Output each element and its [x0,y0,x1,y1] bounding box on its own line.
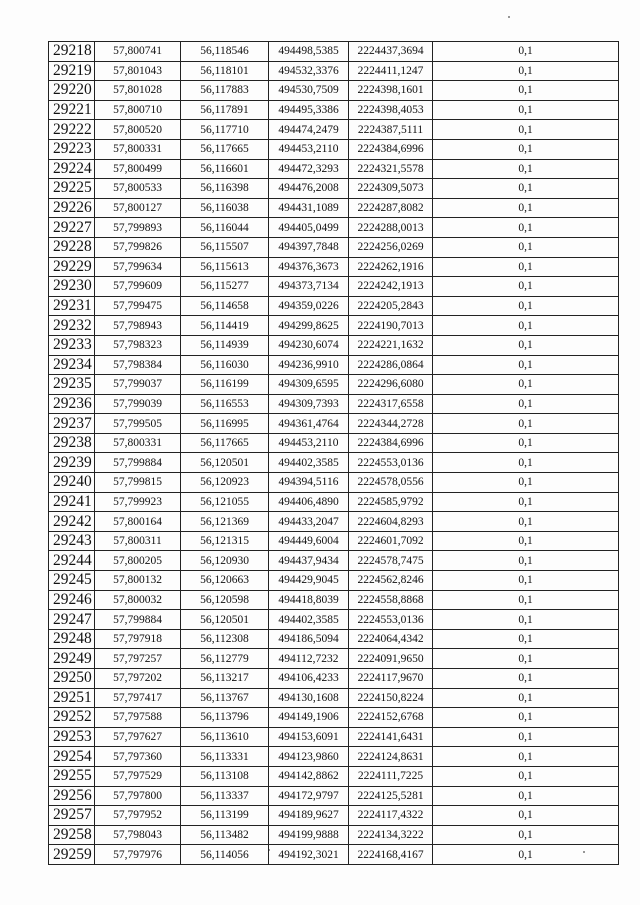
lon-cell: 56,121315 [181,531,269,551]
table-row [49,531,619,551]
point-id-cell: 29240 [49,473,95,493]
lon-cell: 56,116044 [181,218,269,238]
value-cell: 0,1 [433,845,619,865]
value-cell: 0,1 [433,512,619,532]
y-coord-cell: 2224601,7092 [349,531,433,551]
x-coord-cell: 494153,6091 [269,727,349,747]
lat-cell: 57,798323 [95,335,181,355]
table-row [49,414,619,434]
lat-cell: 57,800132 [95,571,181,591]
x-coord-cell: 494418,8039 [269,590,349,610]
lat-cell: 57,799815 [95,473,181,493]
table-row [49,649,619,669]
lat-cell: 57,797257 [95,649,181,669]
value-cell: 0,1 [433,159,619,179]
lat-cell: 57,799923 [95,492,181,512]
x-coord-cell: 494429,9045 [269,571,349,591]
y-coord-cell: 2224205,2843 [349,296,433,316]
point-id-cell: 29229 [49,257,95,277]
lon-cell: 56,114056 [181,845,269,865]
x-coord-cell: 494359,0226 [269,296,349,316]
lon-cell: 56,116199 [181,375,269,395]
lon-cell: 56,117710 [181,120,269,140]
lat-cell: 57,797952 [95,806,181,826]
y-coord-cell: 2224091,9650 [349,649,433,669]
lon-cell: 56,116038 [181,198,269,218]
x-coord-cell: 494130,1608 [269,688,349,708]
point-id-cell: 29226 [49,198,95,218]
table-row [49,81,619,101]
point-id-cell: 29225 [49,179,95,199]
value-cell: 0,1 [433,629,619,649]
value-cell: 0,1 [433,42,619,62]
value-cell: 0,1 [433,277,619,297]
x-coord-cell: 494186,5094 [269,629,349,649]
table-row [49,786,619,806]
x-coord-cell: 494142,8862 [269,766,349,786]
y-coord-cell: 2224141,6431 [349,727,433,747]
point-id-cell: 29224 [49,159,95,179]
lat-cell: 57,797417 [95,688,181,708]
x-coord-cell: 494199,9888 [269,825,349,845]
value-cell: 0,1 [433,571,619,591]
value-cell: 0,1 [433,766,619,786]
lon-cell: 56,117883 [181,81,269,101]
table-row [49,237,619,257]
y-coord-cell: 2224124,8631 [349,747,433,767]
value-cell: 0,1 [433,179,619,199]
y-coord-cell: 2224287,8082 [349,198,433,218]
value-cell: 0,1 [433,120,619,140]
y-coord-cell: 2224190,7013 [349,316,433,336]
y-coord-cell: 2224384,6996 [349,139,433,159]
y-coord-cell: 2224125,5281 [349,786,433,806]
y-coord-cell: 2224296,6080 [349,375,433,395]
point-id-cell: 29233 [49,335,95,355]
point-id-cell: 29259 [49,845,95,865]
scan-speck [508,16,510,18]
lat-cell: 57,800311 [95,531,181,551]
lon-cell: 56,118546 [181,42,269,62]
lon-cell: 56,116601 [181,159,269,179]
table-row [49,139,619,159]
value-cell: 0,1 [433,414,619,434]
x-coord-cell: 494299,8625 [269,316,349,336]
point-id-cell: 29223 [49,139,95,159]
value-cell: 0,1 [433,100,619,120]
lat-cell: 57,797360 [95,747,181,767]
lat-cell: 57,799893 [95,218,181,238]
table-row [49,669,619,689]
lat-cell: 57,797627 [95,727,181,747]
value-cell: 0,1 [433,394,619,414]
table-row [49,277,619,297]
point-id-cell: 29218 [49,42,95,62]
y-coord-cell: 2224064,4342 [349,629,433,649]
table-row [49,571,619,591]
lon-cell: 56,120501 [181,453,269,473]
y-coord-cell: 2224344,2728 [349,414,433,434]
value-cell: 0,1 [433,669,619,689]
x-coord-cell: 494361,4764 [269,414,349,434]
value-cell: 0,1 [433,531,619,551]
value-cell: 0,1 [433,825,619,845]
lon-cell: 56,113217 [181,669,269,689]
value-cell: 0,1 [433,198,619,218]
value-cell: 0,1 [433,453,619,473]
x-coord-cell: 494373,7134 [269,277,349,297]
point-id-cell: 29227 [49,218,95,238]
point-id-cell: 29232 [49,316,95,336]
x-coord-cell: 494236,9910 [269,355,349,375]
y-coord-cell: 2224309,5073 [349,179,433,199]
lon-cell: 56,116398 [181,179,269,199]
table-row [49,316,619,336]
lon-cell: 56,120930 [181,551,269,571]
point-id-cell: 29246 [49,590,95,610]
table-row [49,708,619,728]
y-coord-cell: 2224384,6996 [349,433,433,453]
y-coord-cell: 2224321,5578 [349,159,433,179]
lat-cell: 57,797918 [95,629,181,649]
point-id-cell: 29237 [49,414,95,434]
point-id-cell: 29245 [49,571,95,591]
point-id-cell: 29239 [49,453,95,473]
lon-cell: 56,114939 [181,335,269,355]
point-id-cell: 29243 [49,531,95,551]
table-body [49,42,619,865]
lon-cell: 56,115613 [181,257,269,277]
lon-cell: 56,115277 [181,277,269,297]
y-coord-cell: 2224562,8246 [349,571,433,591]
value-cell: 0,1 [433,335,619,355]
point-id-cell: 29252 [49,708,95,728]
x-coord-cell: 494402,3585 [269,453,349,473]
y-coord-cell: 2224117,4322 [349,806,433,826]
y-coord-cell: 2224558,8868 [349,590,433,610]
y-coord-cell: 2224262,1916 [349,257,433,277]
x-coord-cell: 494112,7232 [269,649,349,669]
x-coord-cell: 494495,3386 [269,100,349,120]
lon-cell: 56,117891 [181,100,269,120]
table-row [49,766,619,786]
value-cell: 0,1 [433,806,619,826]
lat-cell: 57,799884 [95,453,181,473]
table-row [49,473,619,493]
table-row [49,806,619,826]
lat-cell: 57,799634 [95,257,181,277]
y-coord-cell: 2224256,0269 [349,237,433,257]
value-cell: 0,1 [433,139,619,159]
x-coord-cell: 494172,9797 [269,786,349,806]
point-id-cell: 29256 [49,786,95,806]
table-row [49,42,619,62]
y-coord-cell: 2224578,0556 [349,473,433,493]
lon-cell: 56,114658 [181,296,269,316]
y-coord-cell: 2224242,1913 [349,277,433,297]
table-row [49,375,619,395]
lon-cell: 56,116553 [181,394,269,414]
x-coord-cell: 494405,0499 [269,218,349,238]
lat-cell: 57,799884 [95,610,181,630]
value-cell: 0,1 [433,375,619,395]
lon-cell: 56,116995 [181,414,269,434]
table-row [49,433,619,453]
y-coord-cell: 2224150,8224 [349,688,433,708]
lon-cell: 56,113199 [181,806,269,826]
point-id-cell: 29219 [49,61,95,81]
lat-cell: 57,800331 [95,433,181,453]
lat-cell: 57,800127 [95,198,181,218]
y-coord-cell: 2224387,5111 [349,120,433,140]
table-row [49,512,619,532]
y-coord-cell: 2224111,7225 [349,766,433,786]
point-id-cell: 29251 [49,688,95,708]
y-coord-cell: 2224578,7475 [349,551,433,571]
point-id-cell: 29242 [49,512,95,532]
table-row [49,159,619,179]
lon-cell: 56,120923 [181,473,269,493]
lon-cell: 56,116030 [181,355,269,375]
point-id-cell: 29220 [49,81,95,101]
table-row [49,688,619,708]
value-cell: 0,1 [433,727,619,747]
lat-cell: 57,799505 [95,414,181,434]
point-id-cell: 29249 [49,649,95,669]
point-id-cell: 29255 [49,766,95,786]
point-id-cell: 29238 [49,433,95,453]
lon-cell: 56,113482 [181,825,269,845]
lon-cell: 56,113337 [181,786,269,806]
value-cell: 0,1 [433,296,619,316]
value-cell: 0,1 [433,747,619,767]
value-cell: 0,1 [433,61,619,81]
x-coord-cell: 494532,3376 [269,61,349,81]
x-coord-cell: 494406,4890 [269,492,349,512]
value-cell: 0,1 [433,688,619,708]
table-row [49,335,619,355]
table-row [49,218,619,238]
lat-cell: 57,797800 [95,786,181,806]
value-cell: 0,1 [433,218,619,238]
table-row [49,120,619,140]
point-id-cell: 29222 [49,120,95,140]
table-row [49,551,619,571]
value-cell: 0,1 [433,81,619,101]
table-row [49,629,619,649]
point-id-cell: 29253 [49,727,95,747]
y-coord-cell: 2224288,0013 [349,218,433,238]
lon-cell: 56,113610 [181,727,269,747]
value-cell: 0,1 [433,590,619,610]
y-coord-cell: 2224221,1632 [349,335,433,355]
value-cell: 0,1 [433,492,619,512]
x-coord-cell: 494376,3673 [269,257,349,277]
coordinates-table [48,41,619,865]
lon-cell: 56,113331 [181,747,269,767]
value-cell: 0,1 [433,786,619,806]
lat-cell: 57,797588 [95,708,181,728]
lon-cell: 56,112779 [181,649,269,669]
y-coord-cell: 2224553,0136 [349,610,433,630]
y-coord-cell: 2224411,1247 [349,61,433,81]
lat-cell: 57,799826 [95,237,181,257]
value-cell: 0,1 [433,257,619,277]
lon-cell: 56,117665 [181,139,269,159]
lat-cell: 57,801043 [95,61,181,81]
x-coord-cell: 494309,6595 [269,375,349,395]
x-coord-cell: 494192,3021 [269,845,349,865]
lat-cell: 57,797202 [95,669,181,689]
lat-cell: 57,797529 [95,766,181,786]
table-row [49,100,619,120]
y-coord-cell: 2224168,4167 [349,845,433,865]
x-coord-cell: 494106,4233 [269,669,349,689]
y-coord-cell: 2224286,0864 [349,355,433,375]
lat-cell: 57,800164 [95,512,181,532]
value-cell: 0,1 [433,708,619,728]
point-id-cell: 29257 [49,806,95,826]
lat-cell: 57,800520 [95,120,181,140]
point-id-cell: 29244 [49,551,95,571]
x-coord-cell: 494123,9860 [269,747,349,767]
y-coord-cell: 2224585,9792 [349,492,433,512]
point-id-cell: 29231 [49,296,95,316]
lon-cell: 56,120663 [181,571,269,591]
value-cell: 0,1 [433,610,619,630]
point-id-cell: 29250 [49,669,95,689]
x-coord-cell: 494453,2110 [269,139,349,159]
x-coord-cell: 494397,7848 [269,237,349,257]
table-row [49,590,619,610]
table-row [49,296,619,316]
point-id-cell: 29228 [49,237,95,257]
x-coord-cell: 494449,6004 [269,531,349,551]
point-id-cell: 29234 [49,355,95,375]
lat-cell: 57,799475 [95,296,181,316]
lon-cell: 56,117665 [181,433,269,453]
x-coord-cell: 494394,5116 [269,473,349,493]
table-row [49,492,619,512]
point-id-cell: 29241 [49,492,95,512]
x-coord-cell: 494472,3293 [269,159,349,179]
point-id-cell: 29230 [49,277,95,297]
y-coord-cell: 2224152,6768 [349,708,433,728]
lat-cell: 57,799037 [95,375,181,395]
lon-cell: 56,113108 [181,766,269,786]
lat-cell: 57,799039 [95,394,181,414]
x-coord-cell: 494530,7509 [269,81,349,101]
point-id-cell: 29258 [49,825,95,845]
point-id-cell: 29221 [49,100,95,120]
x-coord-cell: 494230,6074 [269,335,349,355]
y-coord-cell: 2224398,1601 [349,81,433,101]
lon-cell: 56,118101 [181,61,269,81]
lon-cell: 56,115507 [181,237,269,257]
x-coord-cell: 494309,7393 [269,394,349,414]
y-coord-cell: 2224134,3222 [349,825,433,845]
point-id-cell: 29248 [49,629,95,649]
x-coord-cell: 494189,9627 [269,806,349,826]
lat-cell: 57,798384 [95,355,181,375]
lat-cell: 57,798043 [95,825,181,845]
table-row [49,198,619,218]
table-row [49,453,619,473]
lat-cell: 57,799609 [95,277,181,297]
table-row [49,825,619,845]
table-row [49,747,619,767]
table-row [49,257,619,277]
point-id-cell: 29235 [49,375,95,395]
table-row [49,355,619,375]
table-row [49,179,619,199]
value-cell: 0,1 [433,316,619,336]
lat-cell: 57,800710 [95,100,181,120]
lat-cell: 57,800331 [95,139,181,159]
value-cell: 0,1 [433,473,619,493]
lat-cell: 57,800205 [95,551,181,571]
x-coord-cell: 494402,3585 [269,610,349,630]
lat-cell: 57,800741 [95,42,181,62]
value-cell: 0,1 [433,433,619,453]
y-coord-cell: 2224604,8293 [349,512,433,532]
x-coord-cell: 494474,2479 [269,120,349,140]
point-id-cell: 29247 [49,610,95,630]
table-row [49,610,619,630]
x-coord-cell: 494437,9434 [269,551,349,571]
table-row [49,845,619,865]
point-id-cell: 29254 [49,747,95,767]
lon-cell: 56,112308 [181,629,269,649]
x-coord-cell: 494433,2047 [269,512,349,532]
lon-cell: 56,121369 [181,512,269,532]
y-coord-cell: 2224117,9670 [349,669,433,689]
value-cell: 0,1 [433,237,619,257]
value-cell: 0,1 [433,551,619,571]
y-coord-cell: 2224553,0136 [349,453,433,473]
lon-cell: 56,121055 [181,492,269,512]
value-cell: 0,1 [433,355,619,375]
table-row [49,394,619,414]
lat-cell: 57,800533 [95,179,181,199]
y-coord-cell: 2224398,4053 [349,100,433,120]
y-coord-cell: 2224317,6558 [349,394,433,414]
table-row [49,61,619,81]
x-coord-cell: 494498,5385 [269,42,349,62]
x-coord-cell: 494476,2008 [269,179,349,199]
y-coord-cell: 2224437,3694 [349,42,433,62]
lon-cell: 56,113767 [181,688,269,708]
x-coord-cell: 494431,1089 [269,198,349,218]
lon-cell: 56,120598 [181,590,269,610]
lon-cell: 56,113796 [181,708,269,728]
lat-cell: 57,798943 [95,316,181,336]
lat-cell: 57,797976 [95,845,181,865]
value-cell: 0,1 [433,649,619,669]
lon-cell: 56,120501 [181,610,269,630]
point-id-cell: 29236 [49,394,95,414]
lat-cell: 57,801028 [95,81,181,101]
lat-cell: 57,800032 [95,590,181,610]
lat-cell: 57,800499 [95,159,181,179]
x-coord-cell: 494149,1906 [269,708,349,728]
x-coord-cell: 494453,2110 [269,433,349,453]
lon-cell: 56,114419 [181,316,269,336]
table-row [49,727,619,747]
